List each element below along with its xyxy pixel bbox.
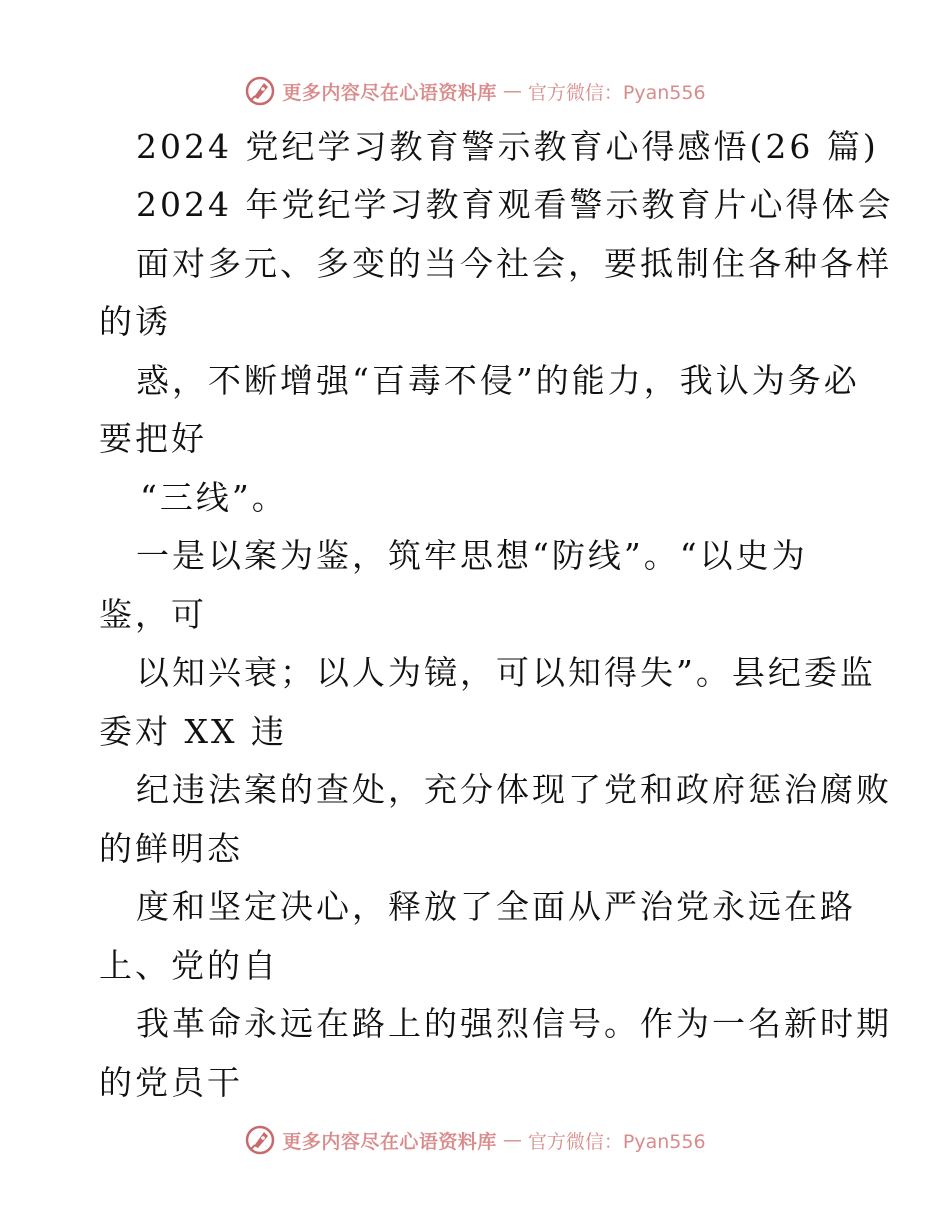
paragraph-line: 上、党的自 (99, 946, 279, 985)
watermark-separator: — (502, 80, 522, 102)
pen-nib-logo-icon (244, 1124, 276, 1156)
pen-nib-logo-icon (244, 75, 276, 107)
paragraph-line: 委对 XX 违 (99, 712, 287, 751)
paragraph-line: 惑，不断增强“百毒不侵”的能力，我认为务必 (136, 361, 860, 400)
paragraph-line: 的鲜明态 (99, 829, 243, 868)
paragraph-line: 以知兴衰；以人为镜，可以知得失”。县纪委监 (136, 653, 876, 692)
watermark-banner-top (0, 71, 950, 111)
document-title: 2024 党纪学习教育警示教育心得感悟(26 篇) (136, 127, 879, 166)
watermark-wechat-text: 官方微信：Pyan556 (527, 81, 706, 104)
paragraph-line: 面对多元、多变的当今社会，要抵制住各种各样 (136, 244, 892, 283)
watermark-separator: — (502, 1129, 522, 1151)
watermark-banner-bottom (0, 1120, 950, 1160)
paragraph-line: 我革命永远在路上的强烈信号。作为一名新时期 (136, 1004, 892, 1043)
paragraph-line: 度和坚定决心，释放了全面从严治党永远在路 (136, 887, 856, 926)
paragraph-line: 纪违法案的查处，充分体现了党和政府惩治腐败 (136, 770, 892, 809)
paragraph-line: 的诱 (99, 302, 171, 341)
watermark-site-text: 更多内容尽在心语资料库 (282, 81, 497, 104)
watermark-wechat-text: 官方微信：Pyan556 (527, 1130, 706, 1153)
paragraph-line: 的党员干 (99, 1063, 243, 1102)
paragraph-line: 一是以案为鉴，筑牢思想“防线”。“以史为 (136, 536, 808, 575)
document-subtitle: 2024 年党纪学习教育观看警示教育片心得体会 (136, 185, 894, 224)
watermark-site-text: 更多内容尽在心语资料库 (282, 1130, 497, 1153)
paragraph-line: 要把好 (99, 419, 207, 458)
paragraph-line: 鉴，可 (99, 595, 207, 634)
paragraph-line: “三线”。 (140, 478, 288, 517)
